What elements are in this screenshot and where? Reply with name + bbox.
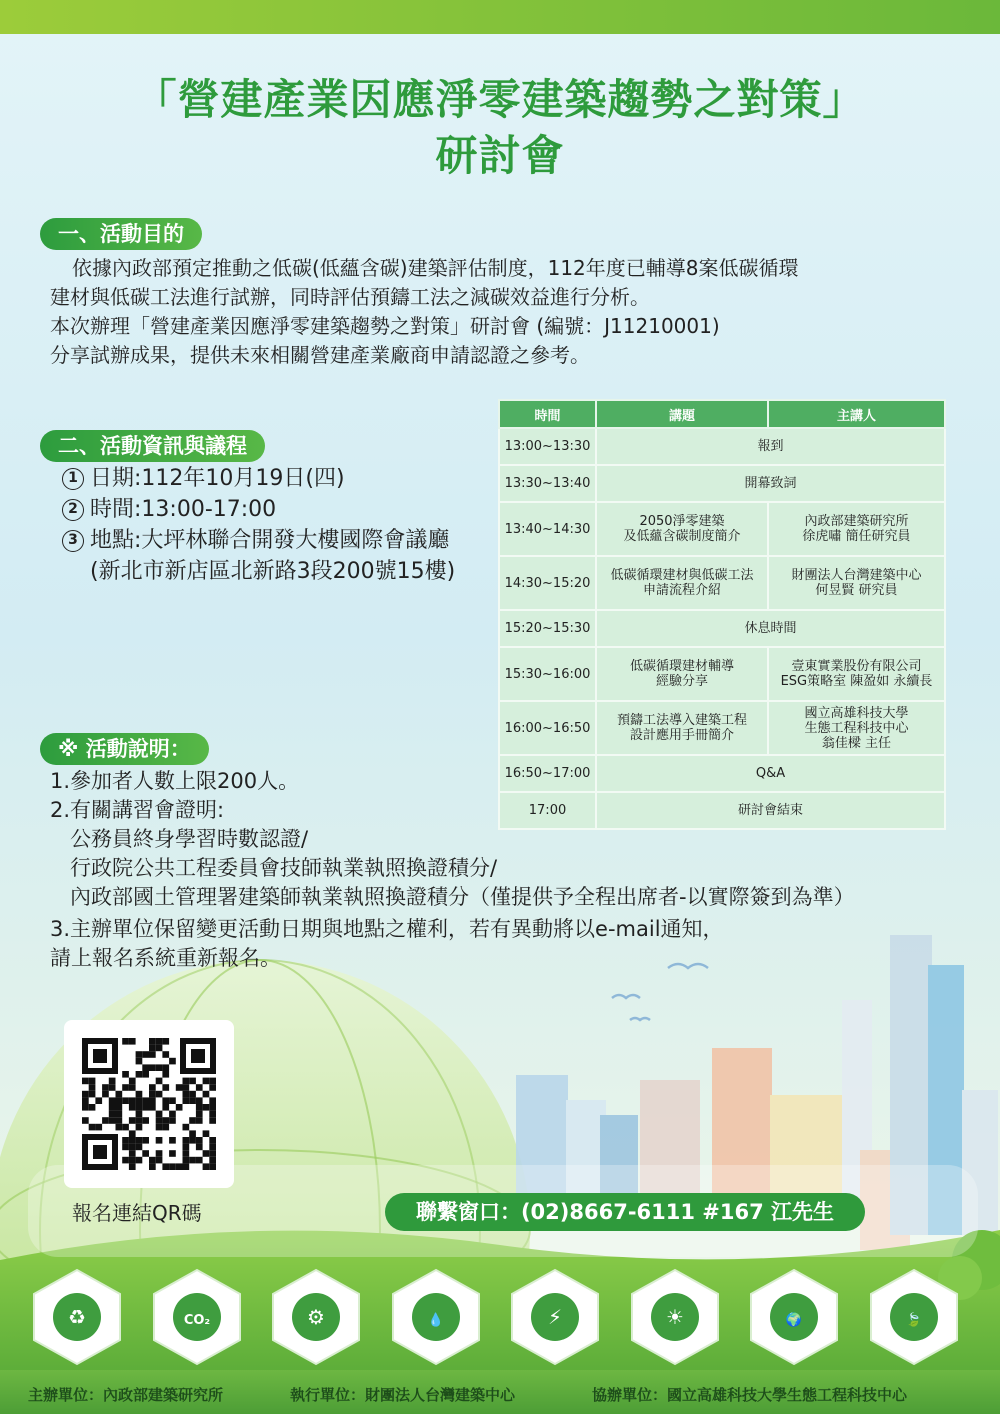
purpose-line-4: 分享試辦成果，提供未來相關營建產業廠商申請認證之參考。 (50, 343, 590, 367)
agenda-speaker: 財團法人台灣建築中心 何昱賢 研究員 (768, 556, 945, 610)
agenda-topic: 預鑄工法導入建築工程 設計應用手冊簡介 (596, 701, 768, 755)
note-line-4: 行政院公共工程委員會技師執業執照換證積分/ (50, 856, 498, 880)
agenda-speaker: 壹東實業股份有限公司 ESG策略室 陳盈如 永續長 (768, 647, 945, 701)
info-item-location (62, 526, 449, 556)
agenda-header-speaker: 主講人 (768, 400, 945, 428)
agenda-topic: Q&A (596, 755, 945, 792)
agenda-row (499, 502, 945, 556)
co2-reduction-icon (148, 1268, 246, 1366)
agenda-row (499, 755, 945, 792)
agenda-time: 17:00 (499, 792, 596, 829)
footer-co-organizer: 協辦單位：國立高雄科技大學生態工程科技中心 (592, 1386, 908, 1404)
footer-executor: 執行單位：財團法人台灣建築中心 (290, 1386, 516, 1404)
agenda-topic: 開幕致詞 (596, 465, 945, 502)
globe-hands-icon (745, 1268, 843, 1366)
note-line-6: 3.主辦單位保留變更活動日期與地點之權利，若有異動將以e-mail通知， (50, 917, 724, 941)
agenda-speaker: 國立高雄科技大學 生態工程科技中心 翁佳樑 主任 (768, 701, 945, 755)
birds-graphic (612, 964, 708, 1020)
agenda-topic: 報到 (596, 428, 945, 465)
agenda-time: 14:30~15:20 (499, 556, 596, 610)
svg-text:CO₂: CO₂ (183, 1313, 210, 1328)
purpose-line-1: 依據內政部預定推動之低碳(低蘊含碳)建築評估制度，112年度已輔導8案低碳循環 (72, 256, 799, 280)
agenda-time: 15:30~16:00 (499, 647, 596, 701)
title-line-2: 研討會 (435, 131, 565, 180)
qr-code[interactable] (64, 1020, 234, 1188)
svg-text:♻: ♻ (68, 1305, 86, 1329)
svg-text:💧: 💧 (427, 1313, 444, 1328)
note-line-3: 公務員終身學習時數認證/ (50, 827, 309, 851)
info-time-text: 時間:13:00-17:00 (90, 497, 277, 522)
agenda-time: 13:00~13:30 (499, 428, 596, 465)
agenda-row (499, 647, 945, 701)
agenda-row (499, 428, 945, 465)
note-line-5: 內政部國土管理署建築師執業執照換證積分（僅提供予全程出席者-以實際簽到為準） (50, 885, 855, 909)
section-heading-info: 二、活動資訊與議程 (40, 430, 265, 462)
renewable-energy-icon (506, 1268, 604, 1366)
agenda-table (498, 399, 946, 830)
info-item-time (62, 495, 276, 525)
qr-code-graphic (64, 1020, 234, 1188)
agenda-row (499, 556, 945, 610)
qr-code-label: 報名連結QR碼 (72, 1201, 202, 1225)
number-badge: 2 (62, 499, 84, 521)
agenda-row (499, 792, 945, 829)
note-line-7: 請上報名系統重新報名。 (50, 946, 281, 970)
agenda-header-topic: 講題 (596, 400, 768, 428)
agenda-topic: 低碳循環建材與低碳工法 申請流程介紹 (596, 556, 768, 610)
svg-text:🍃: 🍃 (905, 1313, 922, 1328)
svg-text:🌍: 🌍 (785, 1313, 803, 1328)
agenda-topic: 低碳循環建材輔導 經驗分享 (596, 647, 768, 701)
agenda-row (499, 465, 945, 502)
agenda-header-time: 時間 (499, 400, 596, 428)
agenda-header-row (499, 400, 945, 428)
agenda-topic: 研討會結束 (596, 792, 945, 829)
agenda-time: 16:50~17:00 (499, 755, 596, 792)
number-badge: 1 (62, 468, 84, 490)
agenda-topic: 2050淨零建築 及低蘊含碳制度簡介 (596, 502, 768, 556)
purpose-line-2: 建材與低碳工法進行試辦，同時評估預鑄工法之減碳效益進行分析。 (50, 285, 650, 309)
agenda-row (499, 701, 945, 755)
agenda-body (499, 428, 945, 829)
agenda-speaker: 內政部建築研究所 徐虎嘯 簡任研究員 (768, 502, 945, 556)
number-badge: 3 (62, 530, 84, 552)
footer-organizer: 主辦單位：內政部建築研究所 (28, 1386, 224, 1404)
agenda-time: 13:40~14:30 (499, 502, 596, 556)
note-line-1: 1.參加者人數上限200人。 (50, 769, 300, 793)
contact-window: 聯繫窗口：(02)8667-6111 #167 江先生 (385, 1193, 865, 1231)
solar-panel-icon (626, 1268, 724, 1366)
hand-water-icon (387, 1268, 485, 1366)
title-line-1: 「營建產業因應淨零建築趨勢之對策」 (134, 75, 866, 124)
hand-leaf-icon (865, 1268, 963, 1366)
agenda-time: 16:00~16:50 (499, 701, 596, 755)
agenda-time: 15:20~15:30 (499, 610, 596, 647)
note-line-2: 2.有關講習會證明: (50, 798, 225, 822)
section-heading-purpose: 一、活動目的 (40, 218, 202, 250)
agenda-topic: 休息時間 (596, 610, 945, 647)
svg-text:☀: ☀ (665, 1305, 684, 1329)
recycle-earth-icon (28, 1268, 126, 1366)
svg-text:⚡: ⚡ (547, 1305, 563, 1329)
info-location-text: 地點:大坪林聯合開發大樓國際會議廳 (90, 528, 450, 553)
info-address: (新北市新店區北新路3段200號15樓) (90, 559, 456, 584)
page-title (0, 72, 1000, 184)
section-heading-notes: ※ 活動說明： (40, 733, 209, 765)
agenda-time: 13:30~13:40 (499, 465, 596, 502)
svg-text:⚙: ⚙ (307, 1305, 325, 1329)
purpose-line-3: 本次辦理「營建產業因應淨零建築趨勢之對策」研討會 (編號：J11210001) (50, 314, 720, 338)
info-date-text: 日期:112年10月19日(四) (90, 466, 345, 491)
agenda-row (499, 610, 945, 647)
water-gear-icon (267, 1268, 365, 1366)
info-item-date (62, 464, 345, 494)
